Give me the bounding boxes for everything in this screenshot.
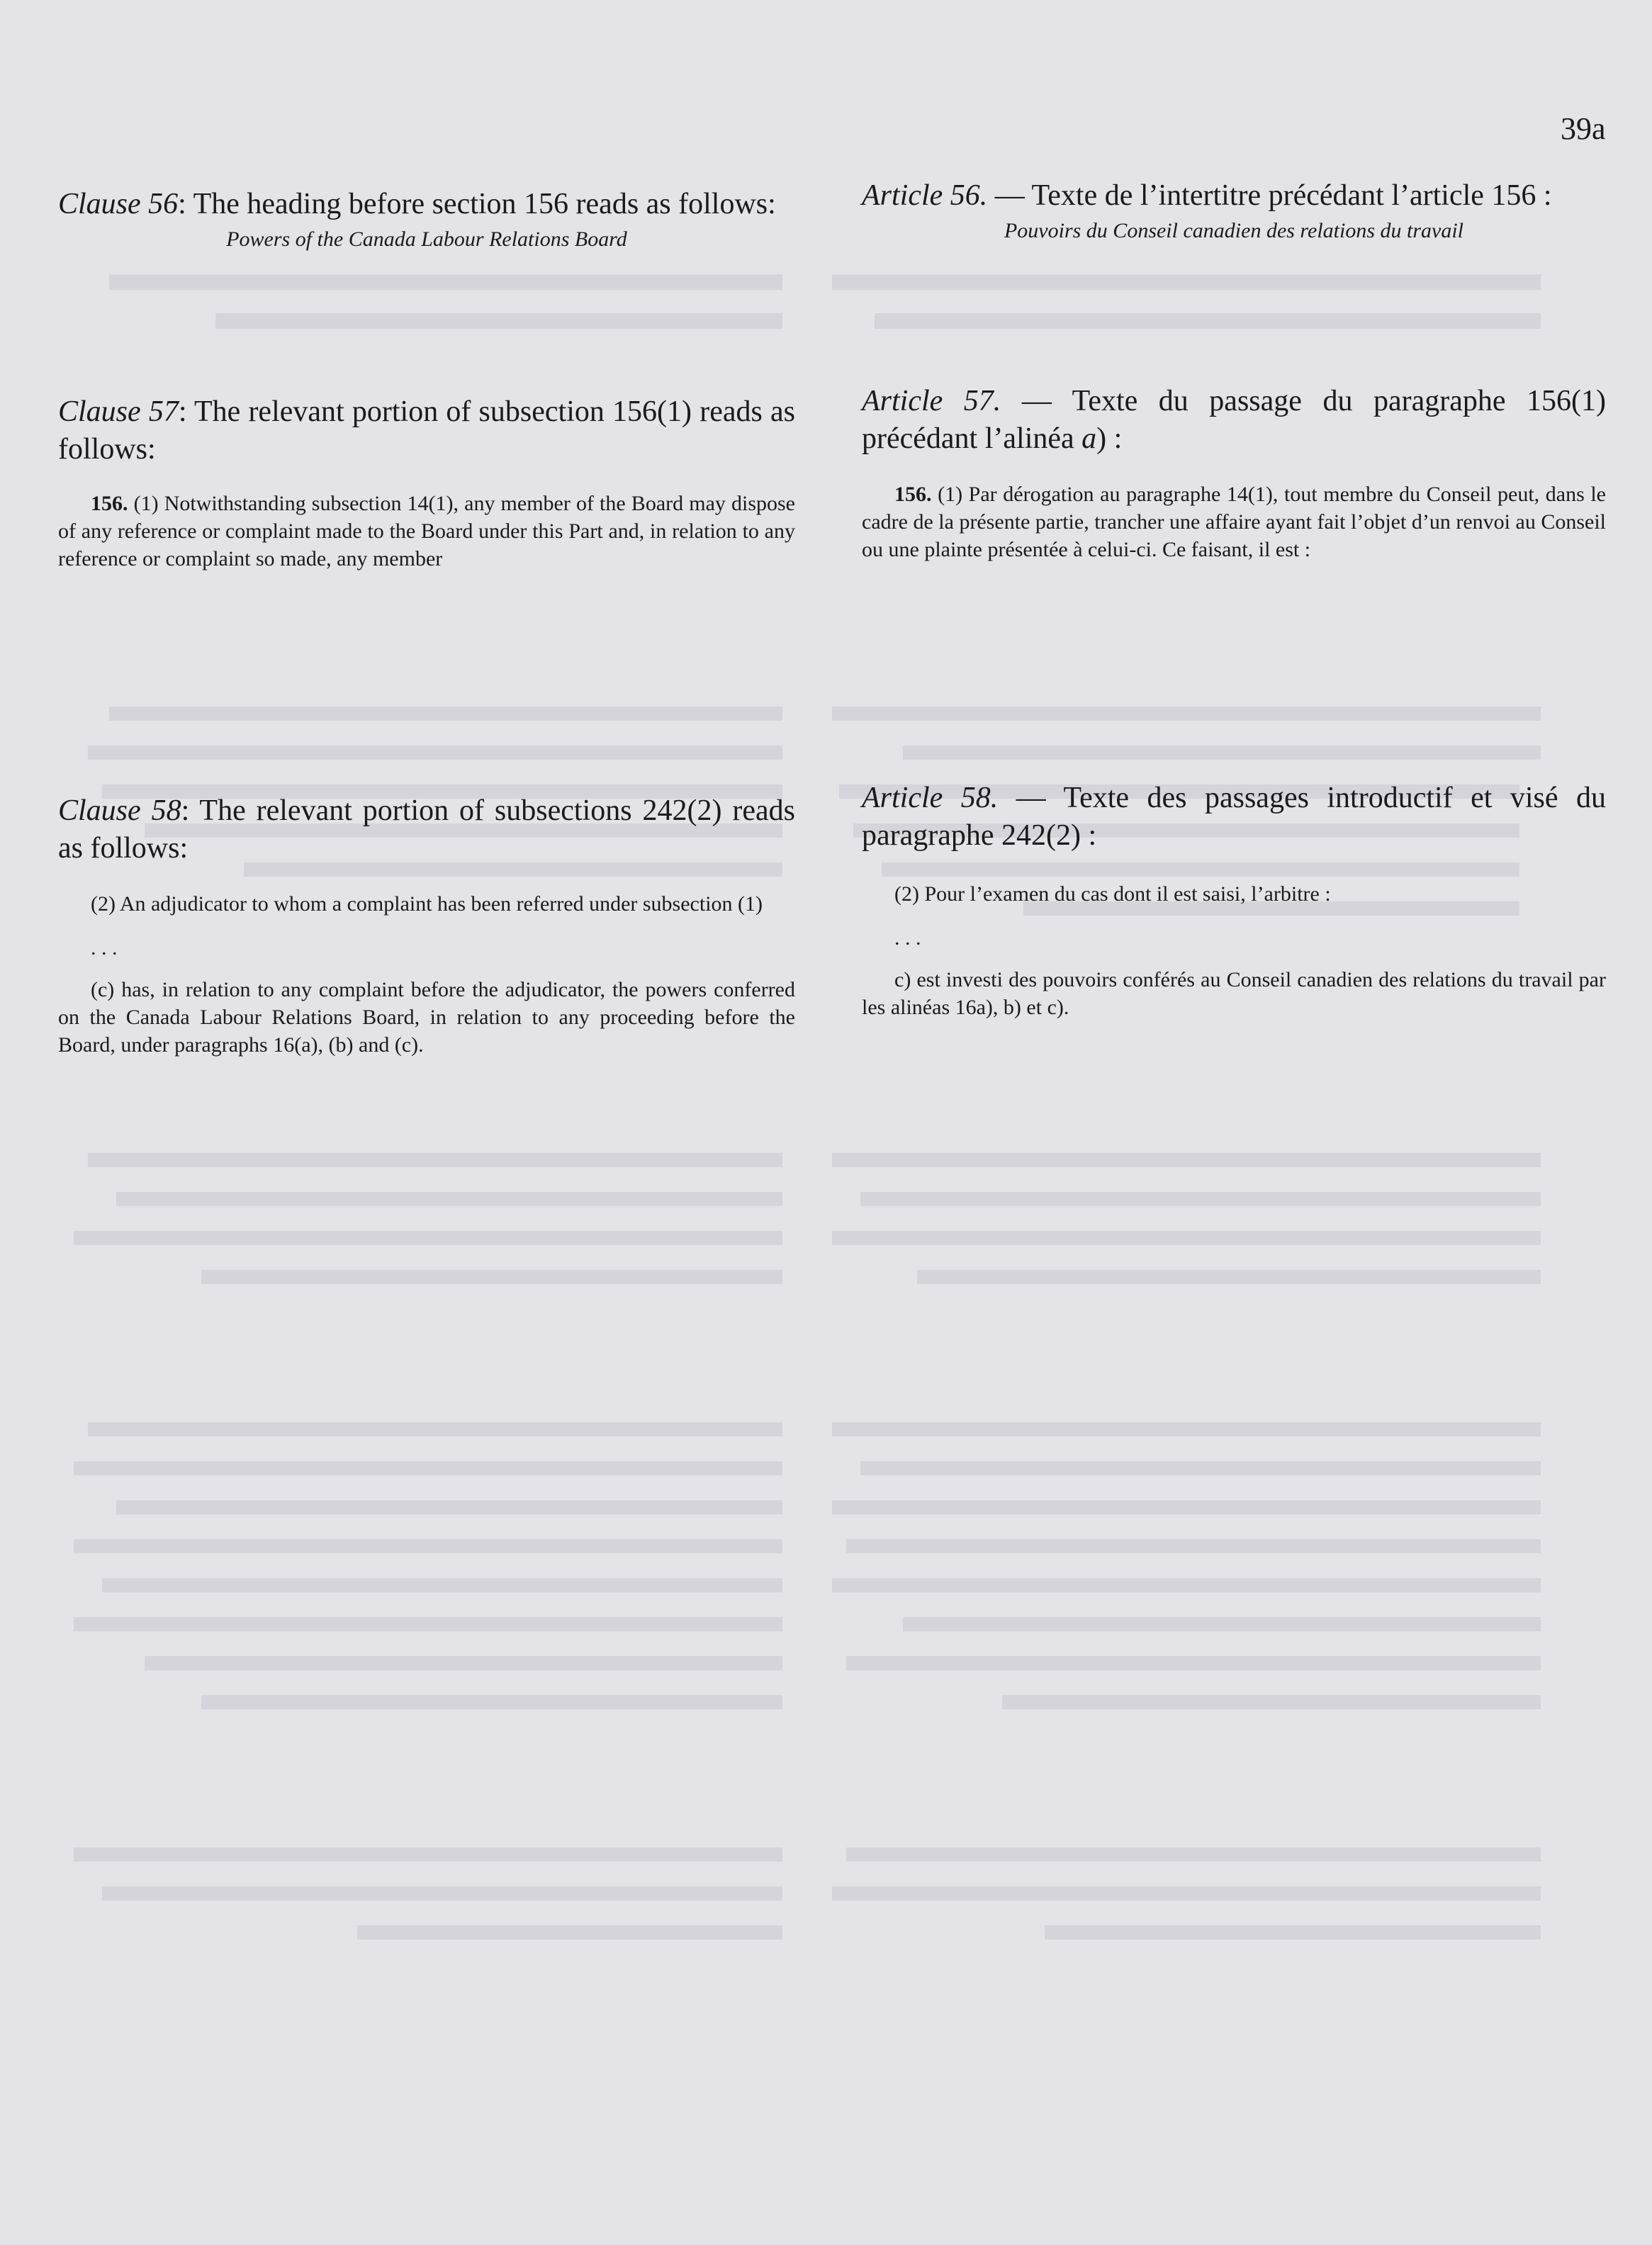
page-number: 39a bbox=[1561, 111, 1606, 146]
article-58-heading bbox=[862, 780, 1606, 855]
article-58-para1: (2) Pour l’examen du cas dont il est saisi, l’arbitre : bbox=[894, 882, 1331, 906]
article-56-heading bbox=[862, 177, 1606, 215]
clause-58-para1: (2) An adjudicator to whom a complaint has been referred under subsection (1) bbox=[91, 892, 763, 916]
clause-57-label: Clause 57 bbox=[58, 395, 179, 428]
clause-56-text: : The heading before section 156 reads as follows: bbox=[178, 188, 776, 220]
article-56-text: — Texte de l’intertitre précédant l’article 156 : bbox=[987, 179, 1552, 212]
article-56-label: Article 56. bbox=[862, 179, 988, 212]
clause-56-block bbox=[58, 186, 795, 252]
article-58-label: Article 58. bbox=[862, 782, 999, 814]
clause-56-heading bbox=[58, 186, 795, 223]
article-58-text: — Texte des passages introductif et visé du paragraphe 242(2) : bbox=[862, 782, 1606, 852]
article-56-block bbox=[862, 177, 1606, 243]
clause-58-para2: (c) has, in relation to any complaint before the adjudicator, the powers conferred on the Canada Labour Relations Board, in relation to any proceeding before the Board, under paragraphs 16(a), (b) and (c). bbox=[58, 978, 795, 1057]
clause-57-section-number: 156. bbox=[91, 492, 128, 515]
article-57-text-after: ) : bbox=[1096, 422, 1123, 455]
clause-58-ellipsis: . . . bbox=[91, 936, 118, 960]
article-57-section-number: 156. bbox=[894, 483, 932, 506]
clause-58-label: Clause 58 bbox=[58, 794, 181, 827]
clause-56-label: Clause 56 bbox=[58, 188, 179, 220]
article-56-subheading: Pouvoirs du Conseil canadien des relations du travail bbox=[1004, 219, 1463, 242]
clause-58-text: : The relevant portion of subsections 242(2) reads as follows: bbox=[58, 794, 796, 865]
article-57-label: Article 57. bbox=[862, 385, 1001, 417]
article-57-body-text: (1) Par dérogation au paragraphe 14(1), tout membre du Conseil peut, dans le cadre de la présente partie, trancher une affaire ayant fait l’objet d’un renvoi au Conseil ou une plainte présentée à celui-ci. Ce faisant, il est : bbox=[862, 483, 1606, 561]
clause-58-block bbox=[58, 792, 795, 1059]
clause-57-text: : The relevant portion of subsection 156(1) reads as follows: bbox=[58, 395, 795, 466]
clause-57-block bbox=[58, 393, 795, 573]
article-58-block bbox=[862, 780, 1606, 1021]
article-57-block bbox=[862, 383, 1606, 563]
clause-58-heading bbox=[58, 792, 795, 867]
article-58-ellipsis: . . . bbox=[894, 926, 921, 950]
clause-57-body-text: (1) Notwithstanding subsection 14(1), any member of the Board may dispose of any reference or complaint made to the Board under this Part and, in relation to any reference or complaint so made, any member bbox=[58, 492, 795, 570]
article-58-para2: c) est investi des pouvoirs conférés au Conseil canadien des relations du travail par les alinéas 16a), b) et c). bbox=[862, 968, 1606, 1019]
clause-57-body bbox=[58, 490, 795, 573]
article-57-heading bbox=[862, 383, 1606, 458]
article-57-text-before: — Texte du passage du paragraphe 156(1) précédant l’alinéa bbox=[862, 385, 1606, 455]
article-57-alinea: a bbox=[1081, 422, 1097, 455]
article-57-body bbox=[862, 480, 1606, 563]
clause-56-subheading: Powers of the Canada Labour Relations Board bbox=[226, 227, 627, 251]
clause-57-heading bbox=[58, 393, 795, 468]
